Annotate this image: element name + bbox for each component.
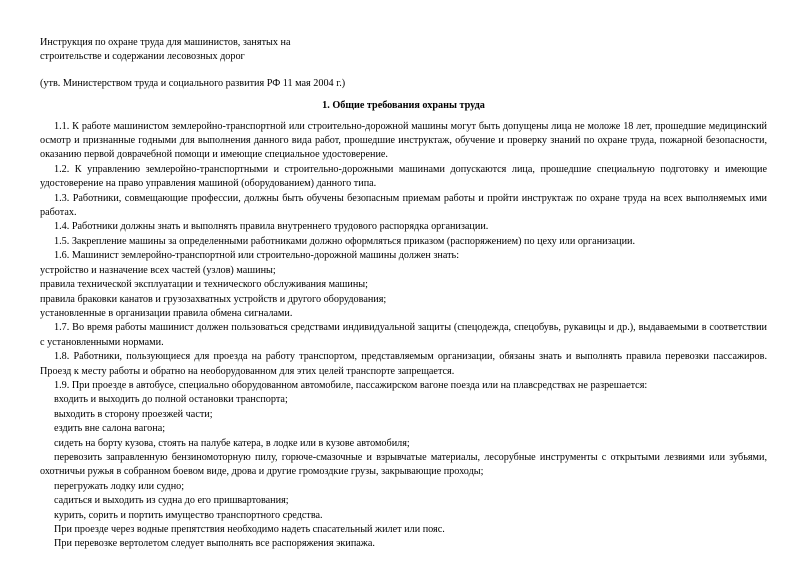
list-item: входить и выходить до полной остановки транспорта;	[54, 394, 288, 406]
paragraph-1-8: 1.8. Работники, пользующиеся для проезда на работу транспортом, представляемым организации, обязаны знать и выполнять правила перевозки пассажиров. Проезд к месту работы и обратно на необорудованном для этих целей транспорте запрещается.	[40, 351, 767, 377]
list-item: сидеть на борту кузова, стоять на палубе катера, в лодке или в кузове автомобиля;	[54, 437, 410, 449]
list-item: правила браковки канатов и грузозахватных устройств и другого оборудования;	[40, 293, 387, 305]
section-heading: 1. Общие требования охраны труда	[322, 100, 485, 112]
paragraph-1-5: 1.5. Закрепление машины за определенными работниками должно оформляться приказом (распоряжением) по цеху или организации.	[54, 235, 636, 247]
list-item: устройство и назначение всех частей (узлов) машины;	[40, 264, 276, 276]
list-item: курить, сорить и портить имущество транспортного средства.	[54, 509, 323, 521]
paragraph-water-crossing: При проезде через водные препятствия необходимо надеть спасательный жилет или пояс.	[54, 524, 445, 535]
list-item: перегружать лодку или судно;	[54, 480, 185, 492]
paragraph-1-2: 1.2. К управлению землеройно-транспортными и строительно-дорожными машинами допускаются лица, прошедшие специальную подготовку и имеющие удостоверение на право управления машиной (оборудованием) данного типа.	[40, 163, 767, 190]
paragraph-1-4: 1.4. Работники должны знать и выполнять правила внутреннего трудового распорядка организации.	[54, 221, 489, 233]
approval-note: (утв. Министерством труда и социального развития РФ 11 мая 2004 г.)	[40, 77, 346, 89]
list-item: перевозить заправленную бензиномоторную пилу, горюче-смазочные и взрывчатые материалы, лесорубные инструменты с открытыми лезвиями или зубьями, охотничьи ружья в собранном боевом виде, дрова и другие громоздкие грузы, закрывающие проходы;	[40, 451, 767, 478]
list-item: садиться и выходить из судна до его пришвартования;	[54, 495, 289, 507]
list-item: ездить вне салона вагона;	[54, 423, 166, 435]
paragraph-1-7: 1.7. Во время работы машинист должен пользоваться средствами индивидуальной защиты (спецодежда, спецобувь, рукавицы и др.), выдаваемыми в соответствии с установленными нормами.	[40, 322, 767, 348]
document-page	[40, 36, 767, 552]
paragraph-helicopter: При перевозке вертолетом следует выполнять все распоряжения экипажа.	[54, 538, 375, 550]
paragraph-1-3: 1.3. Работники, совмещающие профессии, должны быть обучены безопасным приемам работы и пройти инструктаж по охране труда на всех выполняемых ими работах.	[40, 192, 767, 219]
paragraph-1-1: 1.1. К работе машинистом землеройно-транспортной или строительно-дорожной машины могут быть допущены лица не моложе 18 лет, прошедшие медицинский осмотр и признанные годными для выполнения данного вида работ, прошедшие инструктаж, обучение и проверку знаний по охране труда, пожарной безопасности, оказанию первой доврачебной помощи и имеющие специальное удостоверение.	[40, 120, 767, 161]
title-line-2: строительстве и содержании лесовозных дорог	[40, 51, 245, 63]
list-item: правила технической эксплуатации и технического обслуживания машины;	[40, 279, 368, 291]
paragraph-1-9: 1.9. При проезде в автобусе, специально оборудованном автомобиле, пассажирском вагоне поезда или на плавсредствах не разрешается:	[54, 379, 648, 391]
list-item: установленные в организации правила обмена сигналами.	[40, 307, 293, 319]
paragraph-1-6: 1.6. Машинист землеройно-транспортной или строительно-дорожной машины должен знать:	[54, 250, 460, 262]
document-title	[40, 36, 767, 65]
title-line-1: Инструкция по охране труда для машинистов, занятых на	[40, 37, 291, 48]
list-item: выходить в сторону проезжей части;	[54, 408, 213, 420]
